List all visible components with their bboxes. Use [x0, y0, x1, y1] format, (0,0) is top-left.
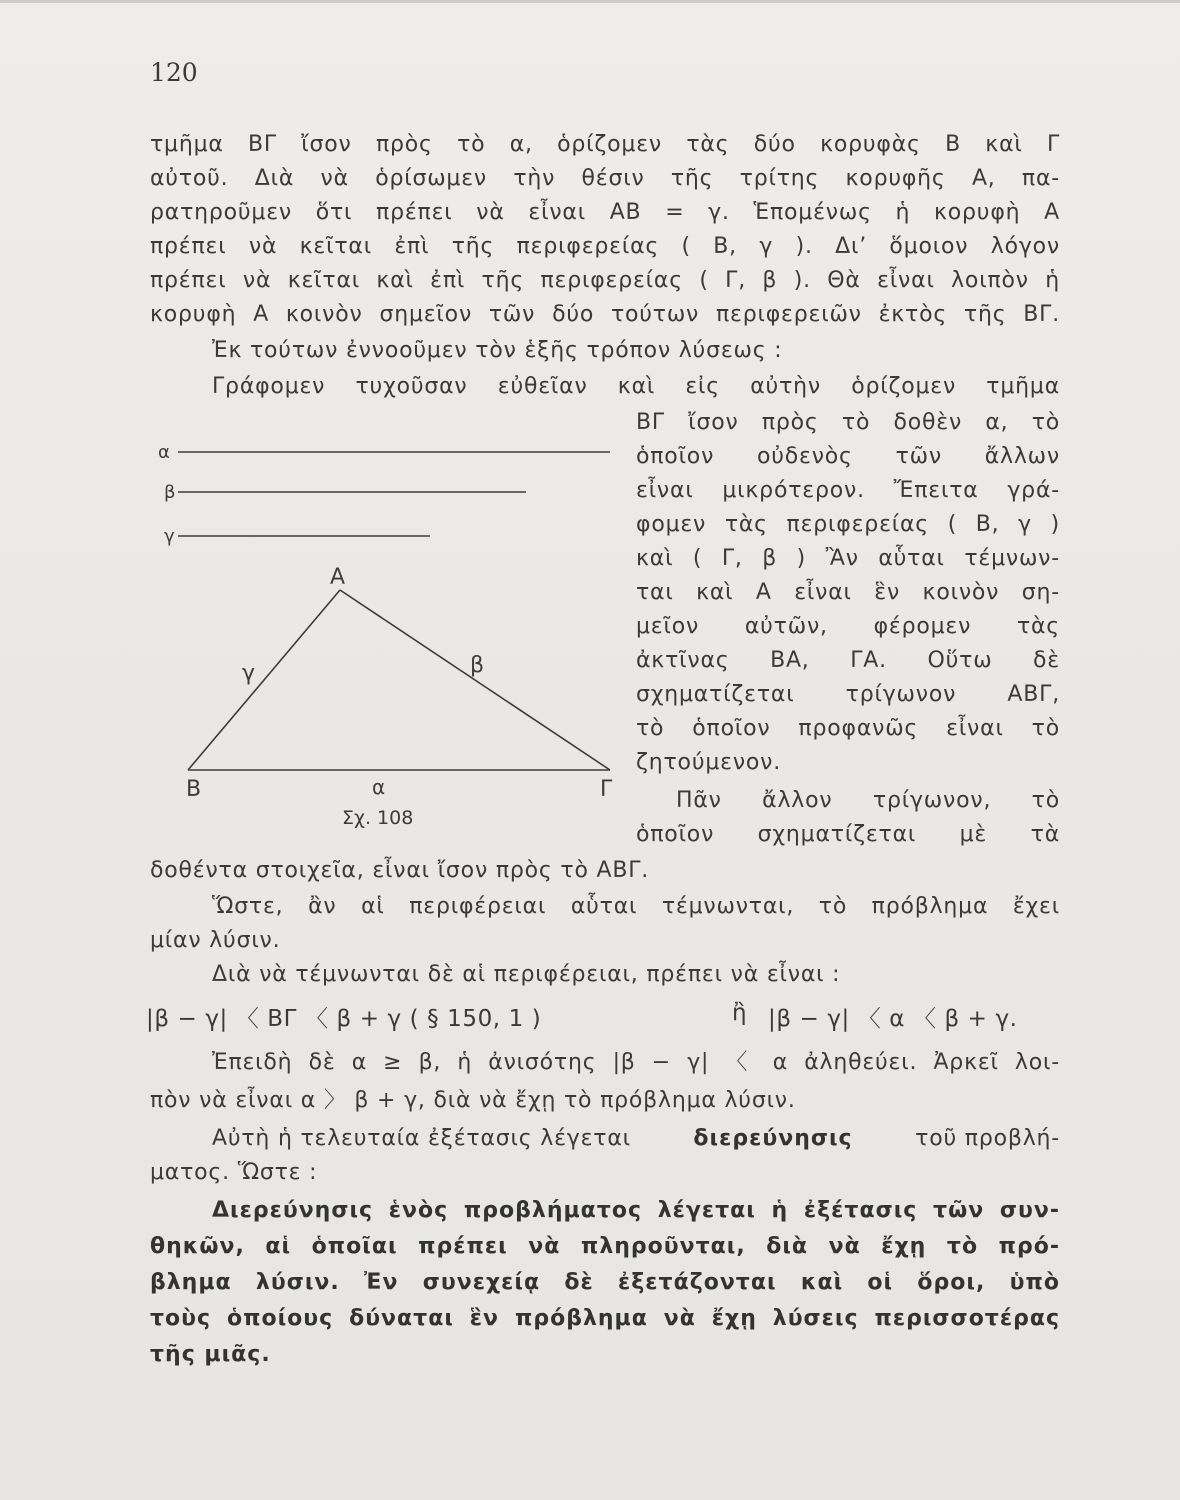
- segment-g-label: γ: [164, 526, 175, 547]
- column-line: εἶναι μικρότερον. Ἔπειτα γρά-: [636, 478, 1060, 503]
- column-line: ζητούμενον.: [636, 750, 782, 775]
- vertex-g-label: Γ: [600, 777, 613, 802]
- inequality-2: |β − γ| 〈 α 〈 β + γ.: [768, 1006, 1018, 1032]
- text-line: πὸν νὰ εἶναι α 〉 β + γ, διὰ νὰ ἔχῃ τὸ πρόβλημα λύσιν.: [150, 1088, 796, 1113]
- text-line: πρέπει νὰ κεῖται ἐπὶ τῆς περιφερείας ( Β, γ ). Δι’ ὅμοιον λόγον: [150, 234, 1060, 259]
- side-g-label: γ: [242, 661, 256, 686]
- triangle-side-ab: [188, 590, 340, 770]
- definition-line: τοὺς ὁποίους δύναται ἓν πρόβλημα νὰ ἔχῃ λύσεις περισσοτέρας: [150, 1306, 1060, 1331]
- side-b-label: β: [470, 653, 485, 678]
- page-edge: [0, 0, 1180, 3]
- text-span: Αὐτὴ ἡ τελευταία ἐξέτασις λέγεται: [212, 1126, 631, 1151]
- column-line: ΒΓ ἴσον πρὸς τὸ δοθὲν α, τὸ: [636, 410, 1060, 435]
- definition-line: τῆς μιᾶς.: [150, 1342, 271, 1367]
- definition-line: Διερεύνησις ἑνὸς προβλήματος λέγεται ἡ ἐξέτασις τῶν συν-: [212, 1198, 1060, 1223]
- column-line: τὸ ὁποῖον προφανῶς εἶναι τὸ: [636, 716, 1060, 741]
- column-line: ὁποῖον οὐδενὸς τῶν ἄλλων: [636, 444, 1060, 469]
- column-line: ἀκτῖνας ΒΑ, ΓΑ. Οὕτω δὲ: [636, 648, 1060, 673]
- text-line: Ἐκ τούτων ἐννοοῦμεν τὸν ἑξῆς τρόπον λύσεως :: [212, 338, 783, 363]
- text-line-definition-intro: [212, 1122, 1060, 1156]
- text-line: τμῆμα ΒΓ ἴσον πρὸς τὸ α, ὁρίζομεν τὰς δύο κορυφὰς Β καὶ Γ: [150, 132, 1060, 157]
- column-line: σχηματίζεται τρίγωνον ΑΒΓ,: [636, 682, 1060, 707]
- figure-caption: Σχ. 108: [342, 807, 414, 829]
- column-line: φομεν τὰς περιφερείας ( Β, γ ): [636, 512, 1060, 537]
- column-line: μεῖον αὐτῶν, φέρομεν τὰς: [636, 614, 1060, 639]
- vertex-b-label: Β: [186, 777, 202, 802]
- side-a-label: α: [372, 775, 386, 799]
- segment-a-label: α: [158, 442, 170, 463]
- text-line: αὐτοῦ. Διὰ νὰ ὁρίσωμεν τὴν θέσιν τῆς τρίτης κορυφῆς Α, πα-: [150, 166, 1060, 191]
- text-line: Διὰ νὰ τέμνωνται δὲ αἱ περιφέρειαι, πρέπει νὰ εἶναι :: [212, 962, 841, 987]
- inequality-or: ἢ: [732, 1000, 748, 1026]
- segment-b-label: β: [164, 482, 176, 503]
- inequality-1: |β − γ| 〈 ΒΓ 〈 β + γ ( § 150, 1 ): [146, 1006, 542, 1032]
- term-dierevnisis: διερεύνησις: [693, 1126, 853, 1151]
- text-line: μίαν λύσιν.: [150, 928, 281, 953]
- column-line: καὶ ( Γ, β ) Ἂν αὗται τέμνων-: [636, 546, 1060, 571]
- text-line: Ὥστε, ἂν αἱ περιφέρειαι αὗται τέμνωνται, τὸ πρόβλημα ἔχει: [212, 894, 1060, 919]
- triangle-side-ag: [340, 590, 610, 770]
- vertex-a-label: Α: [330, 565, 346, 590]
- column-line: Πᾶν ἄλλον τρίγωνον, τὸ: [676, 788, 1060, 813]
- triangle-figure: [150, 440, 630, 840]
- column-line: ται καὶ Α εἶναι ἓν κοινὸν ση-: [636, 580, 1060, 605]
- text-line: Γράφομεν τυχοῦσαν εὐθεῖαν καὶ εἰς αὐτὴν ὁρίζομεν τμῆμα: [212, 374, 1060, 399]
- text-line: Ἐπειδὴ δὲ α ≥ β, ἡ ἀνισότης |β − γ| 〈 α ἀληθεύει. Ἀρκεῖ λοι-: [212, 1050, 1060, 1075]
- definition-line: θηκῶν, αἱ ὁποῖαι πρέπει νὰ πληροῦνται, διὰ νὰ ἔχῃ τὸ πρό-: [150, 1234, 1060, 1259]
- page-number: 120: [150, 58, 198, 87]
- text-line: ρατηροῦμεν ὅτι πρέπει νὰ εἶναι ΑΒ = γ. Ἑπομένως ἡ κορυφὴ Α: [150, 200, 1060, 225]
- text-line: πρέπει νὰ κεῖται καὶ ἐπὶ τῆς περιφερείας ( Γ, β ). Θὰ εἶναι λοιπὸν ἡ: [150, 268, 1060, 293]
- text-line: κορυφὴ Α κοινὸν σημεῖον τῶν δύο τούτων περιφερειῶν ἐκτὸς τῆς ΒΓ.: [150, 302, 1060, 327]
- column-line: ὁποῖον σχηματίζεται μὲ τὰ: [636, 822, 1060, 847]
- text-line: δοθέντα στοιχεῖα, εἶναι ἴσον πρὸς τὸ ΑΒΓ.: [150, 858, 650, 883]
- text-span: τοῦ προβλή-: [915, 1126, 1060, 1151]
- definition-line: βλημα λύσιν. Ἐν συνεχείᾳ δὲ ἐξετάζονται καὶ οἱ ὅροι, ὑπὸ: [150, 1270, 1060, 1295]
- text-line: ματος. Ὥστε :: [150, 1160, 318, 1185]
